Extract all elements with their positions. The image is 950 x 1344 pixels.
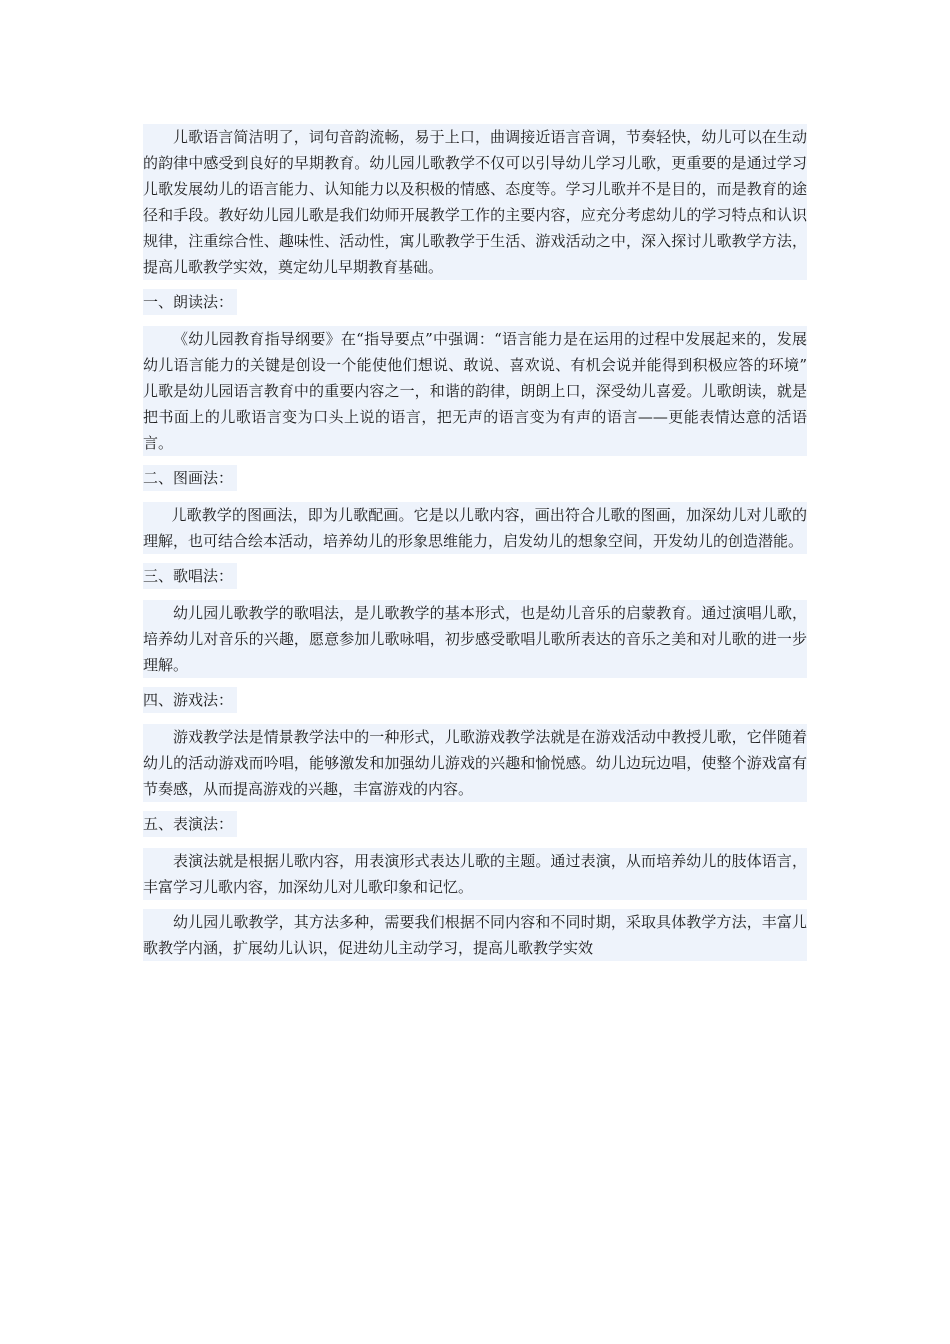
conclusion-paragraph: 幼儿园儿歌教学，其方法多种，需要我们根据不同内容和不同时期，采取具体教学方法，丰富儿歌教学内涵，扩展幼儿认识，促进幼儿主动学习，提高儿歌教学实效 bbox=[143, 909, 807, 961]
document-body bbox=[143, 124, 823, 961]
section-1-heading: 一、朗读法： bbox=[143, 289, 237, 315]
section-3-body: 幼儿园儿歌教学的歌唱法，是儿歌教学的基本形式，也是幼儿音乐的启蒙教育。通过演唱儿歌，培养幼儿对音乐的兴趣，愿意参加儿歌咏唱，初步感受歌唱儿歌所表达的音乐之美和对儿歌的进一步理解。 bbox=[143, 600, 807, 678]
section-4-body: 游戏教学法是情景教学法中的一种形式，儿歌游戏教学法就是在游戏活动中教授儿歌，它伴随着幼儿的活动游戏而吟唱，能够激发和加强幼儿游戏的兴趣和愉悦感。幼儿边玩边唱，使整个游戏富有节奏感，从而提高游戏的兴趣，丰富游戏的内容。 bbox=[143, 724, 807, 802]
intro-paragraph: 儿歌语言简洁明了，词句音韵流畅，易于上口，曲调接近语言音调，节奏轻快，幼儿可以在生动的韵律中感受到良好的早期教育。幼儿园儿歌教学不仅可以引导幼儿学习儿歌，更重要的是通过学习儿歌发展幼儿的语言能力、认知能力以及积极的情感、态度等。学习儿歌并不是目的，而是教育的途径和手段。教好幼儿园儿歌是我们幼师开展教学工作的主要内容，应充分考虑幼儿的学习特点和认识规律，注重综合性、趣味性、活动性，寓儿歌教学于生活、游戏活动之中，深入探讨儿歌教学方法，提高儿歌教学实效，奠定幼儿早期教育基础。 bbox=[143, 124, 807, 280]
section-5-body: 表演法就是根据儿歌内容，用表演形式表达儿歌的主题。通过表演，从而培养幼儿的肢体语言，丰富学习儿歌内容，加深幼儿对儿歌印象和记忆。 bbox=[143, 848, 807, 900]
section-4-heading: 四、游戏法： bbox=[143, 687, 237, 713]
section-2-heading: 二、图画法： bbox=[143, 465, 237, 491]
section-5-heading: 五、表演法： bbox=[143, 811, 237, 837]
section-2-body: 儿歌教学的图画法，即为儿歌配画。它是以儿歌内容，画出符合儿歌的图画，加深幼儿对儿歌的理解，也可结合绘本活动，培养幼儿的形象思维能力，启发幼儿的想象空间，开发幼儿的创造潜能。 bbox=[143, 502, 807, 554]
section-3-heading: 三、歌唱法： bbox=[143, 563, 237, 589]
section-1-body: 《幼儿园教育指导纲要》在“指导要点”中强调：“语言能力是在运用的过程中发展起来的，发展幼儿语言能力的关键是创设一个能使他们想说、敢说、喜欢说、有机会说并能得到积极应答的环境” 儿歌是幼儿园语言教育中的重要内容之一，和谐的韵律，朗朗上口，深受幼儿喜爱。儿歌朗读，就是把书面上的儿歌语言变为口头上说的语言，把无声的语言变为有声的语言——更能表情达意的活语言。 bbox=[143, 326, 807, 456]
